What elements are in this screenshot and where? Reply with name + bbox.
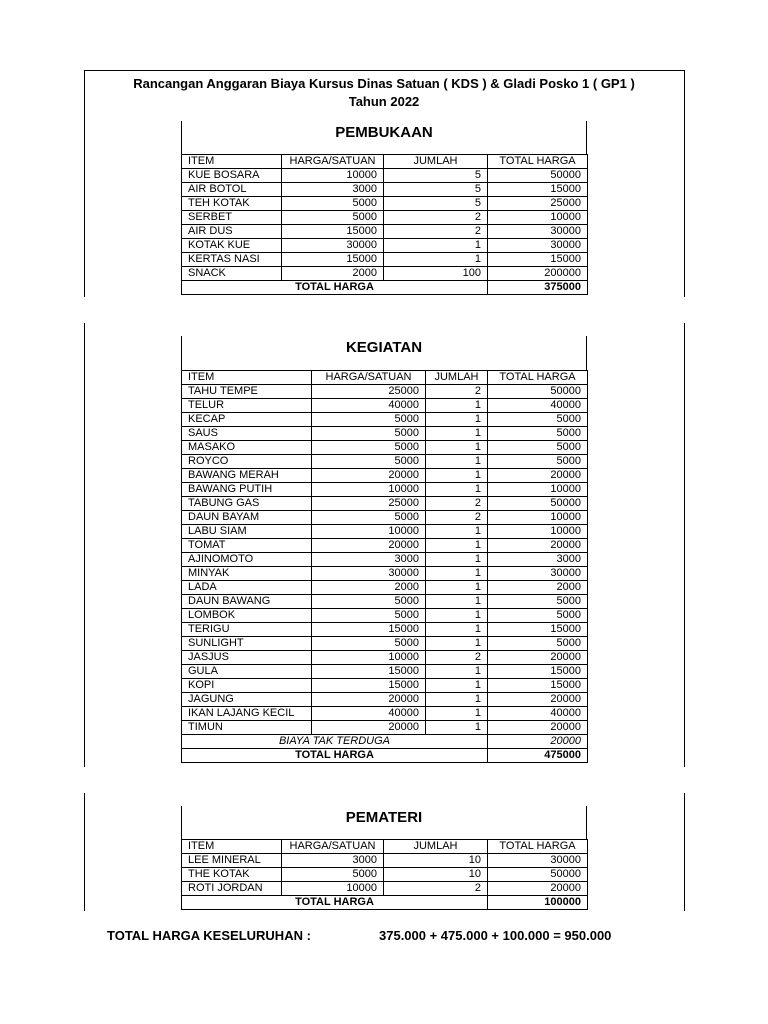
item-name: SUNLIGHT — [182, 637, 312, 651]
table-row — [182, 595, 588, 609]
kegiatan-body — [182, 371, 588, 763]
item-name: TELUR — [182, 399, 312, 413]
header-qty: JUMLAH — [426, 371, 488, 385]
item-name: BAWANG MERAH — [182, 469, 312, 483]
title-line-1: Rancangan Anggaran Biaya Kursus Dinas Satuan ( KDS ) & Gladi Posko 1 ( GP1 ) — [133, 76, 635, 91]
row-total: 30000 — [488, 225, 588, 239]
table-row — [182, 721, 588, 735]
item-name: KUE BOSARA — [182, 169, 282, 183]
quantity: 1 — [426, 539, 488, 553]
item-name: BAWANG PUTIH — [182, 483, 312, 497]
quantity: 1 — [426, 679, 488, 693]
kegiatan-table — [181, 370, 588, 763]
table-row — [182, 581, 588, 595]
item-name: GULA — [182, 665, 312, 679]
row-total: 25000 — [488, 197, 588, 211]
unit-price: 5000 — [282, 197, 384, 211]
total-row — [182, 896, 588, 910]
quantity: 2 — [426, 385, 488, 399]
table-row — [182, 197, 588, 211]
kegiatan-title: KEGIATAN — [345, 339, 423, 356]
kegiatan-box-right — [586, 336, 587, 370]
table-row — [182, 183, 588, 197]
frame-right-2 — [684, 323, 685, 767]
item-name: MINYAK — [182, 567, 312, 581]
table-row — [182, 441, 588, 455]
quantity: 2 — [384, 211, 488, 225]
total-label: TOTAL HARGA — [182, 896, 488, 910]
row-total: 5000 — [488, 595, 588, 609]
table-header-row — [182, 840, 588, 854]
total-value: 100000 — [488, 896, 588, 910]
unit-price: 40000 — [312, 707, 426, 721]
frame-top — [84, 70, 685, 71]
table-row — [182, 427, 588, 441]
unit-price: 10000 — [282, 882, 384, 896]
total-label: TOTAL HARGA — [182, 749, 488, 763]
unit-price: 2000 — [282, 267, 384, 281]
table-row — [182, 469, 588, 483]
quantity: 1 — [426, 581, 488, 595]
quantity: 1 — [426, 427, 488, 441]
table-row — [182, 511, 588, 525]
header-qty: JUMLAH — [384, 155, 488, 169]
unit-price: 15000 — [312, 623, 426, 637]
item-name: MASAKO — [182, 441, 312, 455]
row-total: 5000 — [488, 427, 588, 441]
unit-price: 15000 — [282, 225, 384, 239]
total-row — [182, 749, 588, 763]
row-total: 15000 — [488, 679, 588, 693]
quantity: 5 — [384, 183, 488, 197]
table-row — [182, 539, 588, 553]
header-item: ITEM — [182, 155, 282, 169]
row-total: 30000 — [488, 567, 588, 581]
quantity: 2 — [384, 225, 488, 239]
frame-left-3 — [84, 793, 85, 911]
extra-cost-row — [182, 735, 588, 749]
unit-price: 3000 — [312, 553, 426, 567]
table-row — [182, 385, 588, 399]
unit-price: 5000 — [312, 595, 426, 609]
quantity: 5 — [384, 169, 488, 183]
unit-price: 25000 — [312, 497, 426, 511]
quantity: 1 — [426, 693, 488, 707]
unit-price: 40000 — [312, 399, 426, 413]
pembukaan-table — [181, 154, 588, 295]
unit-price: 5000 — [312, 511, 426, 525]
item-name: TERIGU — [182, 623, 312, 637]
table-row — [182, 211, 588, 225]
item-name: SAUS — [182, 427, 312, 441]
pemateri-title: PEMATERI — [345, 809, 423, 826]
item-name: LADA — [182, 581, 312, 595]
unit-price: 25000 — [312, 385, 426, 399]
unit-price: 30000 — [282, 239, 384, 253]
row-total: 3000 — [488, 553, 588, 567]
table-row — [182, 553, 588, 567]
pemateri-box-right — [586, 806, 587, 840]
table-row — [182, 455, 588, 469]
row-total: 30000 — [488, 239, 588, 253]
item-name: TAHU TEMPE — [182, 385, 312, 399]
unit-price: 20000 — [312, 693, 426, 707]
item-name: KERTAS NASI — [182, 253, 282, 267]
row-total: 30000 — [488, 854, 588, 868]
unit-price: 10000 — [312, 651, 426, 665]
item-name: LABU SIAM — [182, 525, 312, 539]
row-total: 2000 — [488, 581, 588, 595]
quantity: 1 — [426, 483, 488, 497]
total-label: TOTAL HARGA — [182, 281, 488, 295]
unit-price: 20000 — [312, 539, 426, 553]
unit-price: 5000 — [312, 455, 426, 469]
unit-price: 15000 — [312, 665, 426, 679]
item-name: SERBET — [182, 211, 282, 225]
item-name: LOMBOK — [182, 609, 312, 623]
table-header-row — [182, 371, 588, 385]
header-price: HARGA/SATUAN — [282, 155, 384, 169]
table-row — [182, 497, 588, 511]
header-price: HARGA/SATUAN — [312, 371, 426, 385]
pemateri-body — [182, 840, 588, 910]
table-row — [182, 651, 588, 665]
unit-price: 20000 — [312, 469, 426, 483]
header-qty: JUMLAH — [384, 840, 488, 854]
header-total: TOTAL HARGA — [488, 840, 588, 854]
table-row — [182, 707, 588, 721]
table-header-row — [182, 155, 588, 169]
grand-total-label: TOTAL HARGA KESELURUHAN : — [107, 928, 311, 943]
table-row — [182, 882, 588, 896]
quantity: 1 — [426, 721, 488, 735]
quantity: 1 — [426, 637, 488, 651]
item-name: KOTAK KUE — [182, 239, 282, 253]
unit-price: 15000 — [282, 253, 384, 267]
table-row — [182, 399, 588, 413]
header-item: ITEM — [182, 840, 282, 854]
grand-total-value: 375.000 + 475.000 + 100.000 = 950.000 — [379, 928, 612, 943]
quantity: 1 — [426, 525, 488, 539]
unit-price: 3000 — [282, 183, 384, 197]
item-name: TABUNG GAS — [182, 497, 312, 511]
quantity: 2 — [426, 497, 488, 511]
row-total: 20000 — [488, 651, 588, 665]
row-total: 5000 — [488, 637, 588, 651]
item-name: AJINOMOTO — [182, 553, 312, 567]
table-row — [182, 665, 588, 679]
row-total: 20000 — [488, 539, 588, 553]
row-total: 50000 — [488, 169, 588, 183]
header-item: ITEM — [182, 371, 312, 385]
item-name: JAGUNG — [182, 693, 312, 707]
pembukaan-title: PEMBUKAAN — [335, 124, 433, 141]
table-row — [182, 225, 588, 239]
item-name: KECAP — [182, 413, 312, 427]
quantity: 1 — [426, 567, 488, 581]
table-row — [182, 854, 588, 868]
header-total: TOTAL HARGA — [488, 371, 588, 385]
pembukaan-body — [182, 155, 588, 295]
table-row — [182, 169, 588, 183]
item-name: TEH KOTAK — [182, 197, 282, 211]
quantity: 1 — [426, 441, 488, 455]
header-price: HARGA/SATUAN — [282, 840, 384, 854]
document-title — [84, 75, 684, 111]
table-row — [182, 637, 588, 651]
quantity: 10 — [384, 868, 488, 882]
quantity: 2 — [426, 651, 488, 665]
item-name: TIMUN — [182, 721, 312, 735]
table-row — [182, 567, 588, 581]
row-total: 5000 — [488, 413, 588, 427]
unit-price: 2000 — [312, 581, 426, 595]
table-row — [182, 679, 588, 693]
unit-price: 10000 — [282, 169, 384, 183]
quantity: 1 — [426, 707, 488, 721]
row-total: 15000 — [488, 623, 588, 637]
unit-price: 15000 — [312, 679, 426, 693]
frame-left-2 — [84, 323, 85, 767]
item-name: JASJUS — [182, 651, 312, 665]
row-total: 20000 — [488, 693, 588, 707]
table-row — [182, 239, 588, 253]
frame-right-1 — [684, 70, 685, 297]
table-row — [182, 693, 588, 707]
quantity: 1 — [384, 253, 488, 267]
unit-price: 5000 — [312, 413, 426, 427]
row-total: 10000 — [488, 211, 588, 225]
extra-cost-value: 20000 — [488, 735, 588, 749]
table-row — [182, 525, 588, 539]
table-row — [182, 267, 588, 281]
row-total: 50000 — [488, 497, 588, 511]
row-total: 20000 — [488, 469, 588, 483]
quantity: 1 — [426, 413, 488, 427]
unit-price: 5000 — [282, 211, 384, 225]
unit-price: 10000 — [312, 525, 426, 539]
row-total: 50000 — [488, 868, 588, 882]
row-total: 5000 — [488, 441, 588, 455]
row-total: 50000 — [488, 385, 588, 399]
table-row — [182, 483, 588, 497]
item-name: TOMAT — [182, 539, 312, 553]
quantity: 1 — [426, 623, 488, 637]
row-total: 15000 — [488, 253, 588, 267]
total-value: 475000 — [488, 749, 588, 763]
row-total: 10000 — [488, 525, 588, 539]
row-total: 15000 — [488, 665, 588, 679]
unit-price: 5000 — [312, 427, 426, 441]
header-total: TOTAL HARGA — [488, 155, 588, 169]
unit-price: 5000 — [282, 868, 384, 882]
unit-price: 5000 — [312, 441, 426, 455]
pemateri-table — [181, 839, 588, 910]
item-name: LEE MINERAL — [182, 854, 282, 868]
item-name: KOPI — [182, 679, 312, 693]
quantity: 2 — [384, 882, 488, 896]
total-row — [182, 281, 588, 295]
row-total: 40000 — [488, 707, 588, 721]
row-total: 10000 — [488, 511, 588, 525]
quantity: 2 — [426, 511, 488, 525]
item-name: IKAN LAJANG KECIL — [182, 707, 312, 721]
row-total: 5000 — [488, 609, 588, 623]
unit-price: 5000 — [312, 609, 426, 623]
quantity: 1 — [426, 665, 488, 679]
total-value: 375000 — [488, 281, 588, 295]
item-name: AIR DUS — [182, 225, 282, 239]
unit-price: 20000 — [312, 721, 426, 735]
table-row — [182, 868, 588, 882]
quantity: 1 — [426, 455, 488, 469]
unit-price: 3000 — [282, 854, 384, 868]
quantity: 1 — [426, 595, 488, 609]
quantity: 1 — [384, 239, 488, 253]
item-name: SNACK — [182, 267, 282, 281]
row-total: 40000 — [488, 399, 588, 413]
quantity: 1 — [426, 469, 488, 483]
quantity: 100 — [384, 267, 488, 281]
unit-price: 30000 — [312, 567, 426, 581]
quantity: 1 — [426, 609, 488, 623]
quantity: 10 — [384, 854, 488, 868]
row-total: 5000 — [488, 455, 588, 469]
item-name: DAUN BAWANG — [182, 595, 312, 609]
item-name: AIR BOTOL — [182, 183, 282, 197]
row-total: 20000 — [488, 721, 588, 735]
quantity: 1 — [426, 553, 488, 567]
row-total: 10000 — [488, 483, 588, 497]
extra-cost-label: BIAYA TAK TERDUGA — [182, 735, 488, 749]
row-total: 200000 — [488, 267, 588, 281]
table-row — [182, 609, 588, 623]
item-name: THE KOTAK — [182, 868, 282, 882]
table-row — [182, 623, 588, 637]
quantity: 5 — [384, 197, 488, 211]
row-total: 20000 — [488, 882, 588, 896]
table-row — [182, 253, 588, 267]
item-name: ROTI JORDAN — [182, 882, 282, 896]
unit-price: 5000 — [312, 637, 426, 651]
pembukaan-box-right — [586, 121, 587, 155]
unit-price: 10000 — [312, 483, 426, 497]
frame-right-3 — [684, 793, 685, 911]
row-total: 15000 — [488, 183, 588, 197]
quantity: 1 — [426, 399, 488, 413]
table-row — [182, 413, 588, 427]
item-name: DAUN BAYAM — [182, 511, 312, 525]
item-name: ROYCO — [182, 455, 312, 469]
title-line-2: Tahun 2022 — [348, 94, 420, 109]
